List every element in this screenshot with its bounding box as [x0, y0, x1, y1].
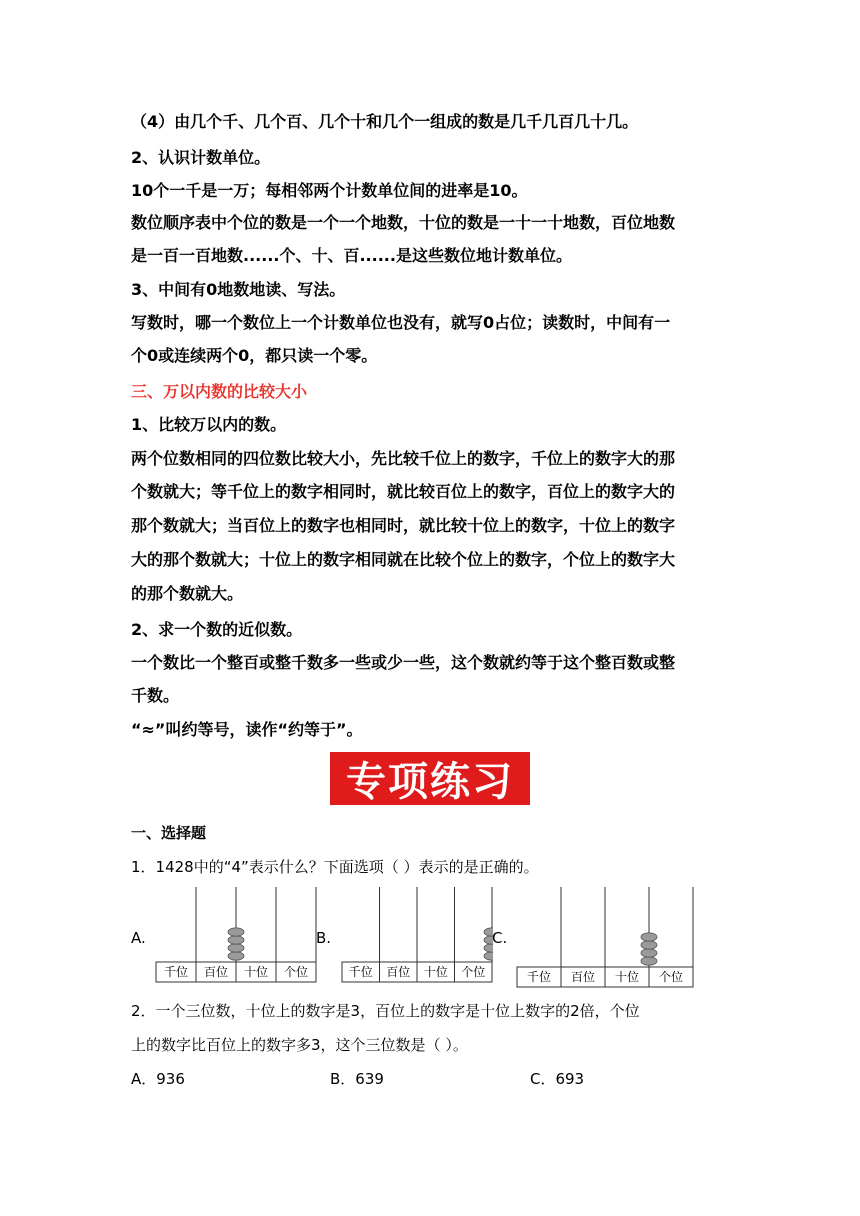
text-line-1: （4）由几个千、几个百、几个十和几个一组成的数是几千几百几十几。	[131, 112, 639, 131]
abacus-b-bead	[484, 928, 493, 936]
abacus-c-place-label: 千位	[526, 970, 552, 984]
text-line-16: 一个数比一个整百或整千数多一些或少一些，这个数就约等于这个整百数或整	[131, 653, 676, 672]
subheading-zero-reading: 3、中间有0地数地读、写法。	[131, 280, 346, 299]
abacus-c-bead	[641, 957, 657, 965]
question-2-line-1: 2．一个三位数，十位上的数字是3，百位上的数字是十位上数字的2倍，个位	[131, 1002, 640, 1020]
abacus-a-bead	[228, 936, 244, 944]
abacus-a-place-label: 十位	[243, 965, 269, 979]
q1-option-b-label: B.	[316, 929, 332, 947]
abacus-c-place-label: 个位	[658, 970, 684, 984]
subheading-compare: 1、比较万以内的数。	[131, 415, 287, 434]
text-line-7: 写数时，哪一个数位上一个计数单位也没有，就写0占位；读数时，中间有一	[131, 313, 671, 332]
abacus-b-place-label: 十位	[423, 965, 448, 979]
q1-option-a-label: A.	[131, 929, 146, 947]
abacus-option-b	[341, 885, 493, 983]
abacus-a-place-label: 千位	[163, 965, 189, 979]
abacus-a-bead	[228, 928, 244, 936]
abacus-a-bead	[228, 952, 244, 960]
text-line-12: 那个数就大；当百位上的数字也相同时，就比较十位上的数字，十位上的数字	[131, 516, 676, 535]
text-line-11: 个数就大；等千位上的数字相同时，就比较百位上的数字，百位上的数字大的	[131, 482, 676, 501]
text-line-5: 是一百一百地数......个、十、百......是这些数位地计数单位。	[131, 246, 572, 265]
text-line-13: 大的那个数就大；十位上的数字相同就在比较个位上的数字，个位上的数字大	[131, 550, 676, 569]
text-line-18: “≈”叫约等号，读作“约等于”。	[131, 720, 363, 739]
question-1: 1．1428中的“4”表示什么？下面选项（ ）表示的是正确的。	[131, 858, 539, 876]
question-2-line-2: 上的数字比百位上的数字多3，这个三位数是（ ）。	[131, 1036, 468, 1054]
abacus-b-bead	[484, 944, 493, 952]
text-line-4: 数位顺序表中个位的数是一个一个地数，十位的数是一十一十地数，百位地数	[131, 213, 676, 232]
abacus-b-place-label: 千位	[348, 965, 373, 979]
abacus-b-bead	[484, 952, 493, 960]
q2-option-b: B．639	[330, 1070, 384, 1088]
subheading-approx: 2、求一个数的近似数。	[131, 620, 303, 639]
q2-option-c: C．693	[530, 1070, 585, 1088]
abacus-b-bead	[484, 936, 493, 944]
exercise-section-title: 一、选择题	[131, 824, 207, 842]
abacus-b-place-label: 个位	[461, 965, 486, 979]
text-line-17: 千数。	[131, 686, 180, 705]
text-line-14: 的那个数就大。	[131, 584, 244, 603]
practice-banner: 专项练习	[330, 752, 530, 805]
abacus-b-place-label: 百位	[386, 965, 411, 979]
abacus-option-a	[155, 885, 317, 983]
text-line-3: 10个一千是一万；每相邻两个计数单位间的进率是10。	[131, 181, 528, 200]
q1-option-c-label: C.	[492, 929, 508, 947]
abacus-a-place-label: 个位	[283, 965, 309, 979]
abacus-c-bead	[641, 941, 657, 949]
abacus-c-bead	[641, 933, 657, 941]
abacus-c-bead	[641, 949, 657, 957]
abacus-a-bead	[228, 944, 244, 952]
q2-option-a: A．936	[131, 1070, 185, 1088]
abacus-c-place-label: 百位	[570, 970, 596, 984]
text-line-10: 两个位数相同的四位数比较大小，先比较千位上的数字，千位上的数字大的那	[131, 449, 676, 468]
text-line-8: 个0或连续两个0，都只读一个零。	[131, 346, 378, 365]
abacus-a-place-label: 百位	[203, 965, 229, 979]
section-heading-compare: 三、万以内数的比较大小	[131, 382, 308, 401]
abacus-c-place-label: 十位	[614, 970, 640, 984]
subheading-count-units: 2、认识计数单位。	[131, 148, 271, 167]
abacus-option-c	[516, 885, 694, 988]
